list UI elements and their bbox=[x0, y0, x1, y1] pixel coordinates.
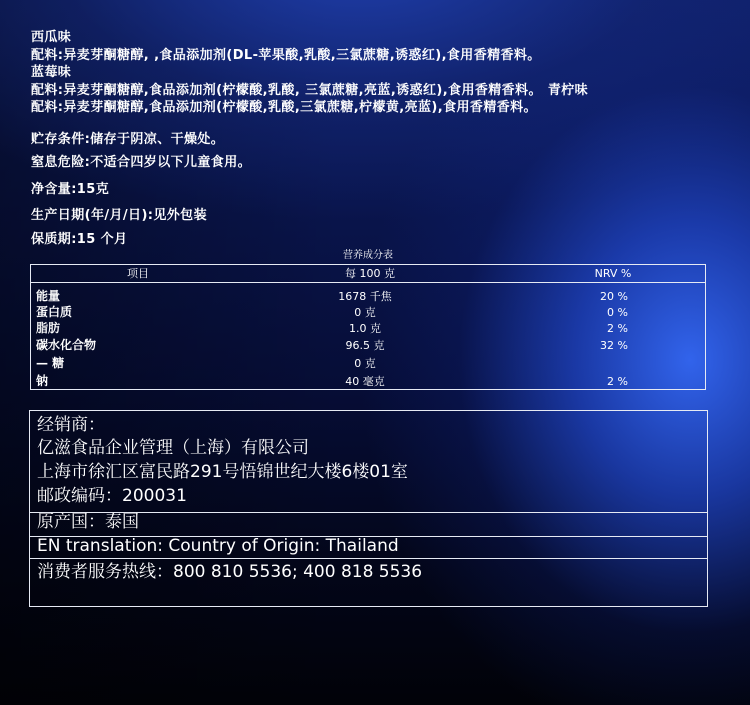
storage-conditions: 贮存条件:储存于阴凉、干燥处。 bbox=[31, 132, 225, 147]
row-nrv: 2 % bbox=[607, 322, 628, 335]
row-label: — 糖 bbox=[36, 356, 65, 370]
table-row bbox=[31, 320, 705, 337]
production-date: 生产日期(年/月/日):见外包装 bbox=[31, 208, 207, 223]
row-label: 碳水化合物 bbox=[36, 338, 97, 352]
table-row bbox=[31, 304, 705, 321]
country-of-origin: 原产国：泰国 bbox=[37, 512, 139, 532]
row-label: 脂肪 bbox=[36, 321, 61, 335]
distributor-postcode: 邮政编码：200031 bbox=[37, 486, 187, 506]
row-value: 96.5 克 bbox=[345, 339, 385, 352]
row-value: 0 克 bbox=[354, 357, 376, 370]
row-value: 1678 千焦 bbox=[338, 290, 392, 303]
row-label: 钠 bbox=[36, 374, 49, 388]
nutrition-table bbox=[30, 264, 706, 390]
nutrition-caption: 营养成分表 bbox=[343, 250, 393, 261]
distributor-company: 亿滋食品企业管理（上海）有限公司 bbox=[37, 438, 309, 458]
choking-warning: 窒息危险:不适合四岁以下儿童食用。 bbox=[31, 155, 251, 170]
ingredients-blueberry-line bbox=[31, 83, 588, 98]
ingredients-watermelon: 配料:异麦芽酮糖醇, ,食品添加剂(DL-苹果酸,乳酸,三氯蔗糖,诱惑红),食用香精香料。 bbox=[31, 48, 541, 63]
row-nrv: 2 % bbox=[607, 375, 628, 388]
row-nrv: 0 % bbox=[607, 306, 628, 319]
table-row bbox=[31, 288, 705, 305]
flavor-blueberry-title: 蓝莓味 bbox=[31, 65, 72, 80]
row-nrv: 20 % bbox=[600, 290, 628, 303]
table-row bbox=[31, 373, 705, 390]
flavor-watermelon-title: 西瓜味 bbox=[31, 30, 72, 45]
consumer-hotline: 消费者服务热线：800 810 5536; 400 818 5536 bbox=[37, 562, 423, 582]
row-value: 1.0 克 bbox=[349, 322, 381, 335]
divider bbox=[30, 558, 707, 559]
header-item: 项目 bbox=[127, 267, 149, 280]
row-nrv: 32 % bbox=[600, 339, 628, 352]
ingredients-blueberry: 配料:异麦芽酮糖醇,食品添加剂(柠檬酸,乳酸, 三氯蔗糖,亮蓝,诱惑红),食用香精香料。 bbox=[31, 83, 542, 98]
table-row bbox=[31, 337, 705, 354]
nutrition-header-row bbox=[31, 265, 705, 283]
country-of-origin-en: EN translation: Country of Origin: Thailand bbox=[37, 536, 399, 556]
header-per-100g: 每 100 克 bbox=[345, 267, 395, 280]
table-row bbox=[31, 355, 705, 372]
shelf-life: 保质期:15 个月 bbox=[31, 232, 128, 247]
distributor-address: 上海市徐汇区富民路291号悟锦世纪大楼6楼01室 bbox=[37, 462, 408, 482]
net-content: 净含量:15克 bbox=[31, 182, 110, 197]
distributor-heading: 经销商： bbox=[37, 415, 105, 435]
row-label: 能量 bbox=[36, 289, 61, 303]
ingredients-lime: 配料:异麦芽酮糖醇,食品添加剂(柠檬酸,乳酸,三氯蔗糖,柠檬黄,亮蓝),食用香精香料。 bbox=[31, 100, 537, 115]
row-value: 40 毫克 bbox=[345, 375, 385, 388]
row-value: 0 克 bbox=[354, 306, 376, 319]
row-label: 蛋白质 bbox=[36, 305, 73, 319]
header-nrv: NRV % bbox=[594, 267, 632, 280]
distributor-box bbox=[29, 410, 708, 607]
flavor-lime-title: 青柠味 bbox=[547, 83, 589, 98]
